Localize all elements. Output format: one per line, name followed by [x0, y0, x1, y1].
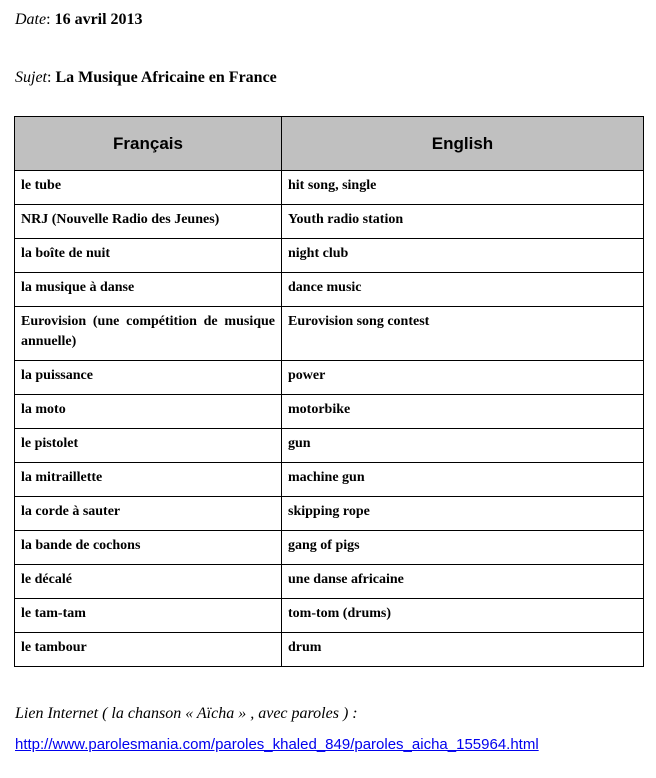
subject-label: Sujet	[15, 69, 47, 86]
cell-french: le tam-tam	[15, 599, 282, 633]
subject-separator: :	[47, 69, 56, 86]
table-row	[15, 307, 644, 361]
date-value: 16 avril 2013	[54, 11, 143, 28]
cell-french: la mitraillette	[15, 463, 282, 497]
subject-line	[15, 68, 277, 88]
cell-french: la boîte de nuit	[15, 239, 282, 273]
cell-english: dance music	[282, 273, 644, 307]
cell-english: machine gun	[282, 463, 644, 497]
cell-french: le décalé	[15, 565, 282, 599]
cell-english: gun	[282, 429, 644, 463]
cell-english: gang of pigs	[282, 531, 644, 565]
cell-english: skipping rope	[282, 497, 644, 531]
cell-french: le tambour	[15, 633, 282, 667]
cell-english: power	[282, 361, 644, 395]
column-header-english: English	[282, 117, 644, 171]
table-row	[15, 429, 644, 463]
table-row	[15, 205, 644, 239]
table-row	[15, 633, 644, 667]
lyrics-link[interactable]: http://www.parolesmania.com/paroles_khaled_849/paroles_aicha_155964.html	[15, 736, 539, 753]
date-separator: :	[46, 11, 55, 28]
cell-english: tom-tom (drums)	[282, 599, 644, 633]
cell-french: la corde à sauter	[15, 497, 282, 531]
table-row	[15, 171, 644, 205]
cell-english: night club	[282, 239, 644, 273]
vocabulary-table-body	[15, 171, 644, 667]
cell-french: NRJ (Nouvelle Radio des Jeunes)	[15, 205, 282, 239]
link-caption: Lien Internet ( la chanson « Aïcha » , avec paroles ) :	[15, 705, 358, 722]
table-row	[15, 273, 644, 307]
cell-french: Eurovision (une compétition de musique annuelle)	[15, 307, 282, 361]
cell-french: la moto	[15, 395, 282, 429]
cell-english: Youth radio station	[282, 205, 644, 239]
date-label: Date	[15, 11, 47, 28]
cell-french: la musique à danse	[15, 273, 282, 307]
table-row	[15, 395, 644, 429]
cell-english: Eurovision song contest	[282, 307, 644, 361]
cell-english: hit song, single	[282, 171, 644, 205]
table-row	[15, 361, 644, 395]
table-row	[15, 599, 644, 633]
table-header-row	[15, 117, 644, 171]
cell-english: une danse africaine	[282, 565, 644, 599]
table-row	[15, 463, 644, 497]
table-row	[15, 239, 644, 273]
table-row	[15, 497, 644, 531]
date-line	[15, 10, 143, 30]
cell-french: le tube	[15, 171, 282, 205]
cell-french: la bande de cochons	[15, 531, 282, 565]
cell-english: drum	[282, 633, 644, 667]
column-header-french: Français	[15, 117, 282, 171]
table-row	[15, 531, 644, 565]
cell-french: la puissance	[15, 361, 282, 395]
subject-value: La Musique Africaine en France	[55, 69, 277, 86]
table-row	[15, 565, 644, 599]
vocabulary-table	[14, 116, 644, 667]
cell-english: motorbike	[282, 395, 644, 429]
cell-french: le pistolet	[15, 429, 282, 463]
